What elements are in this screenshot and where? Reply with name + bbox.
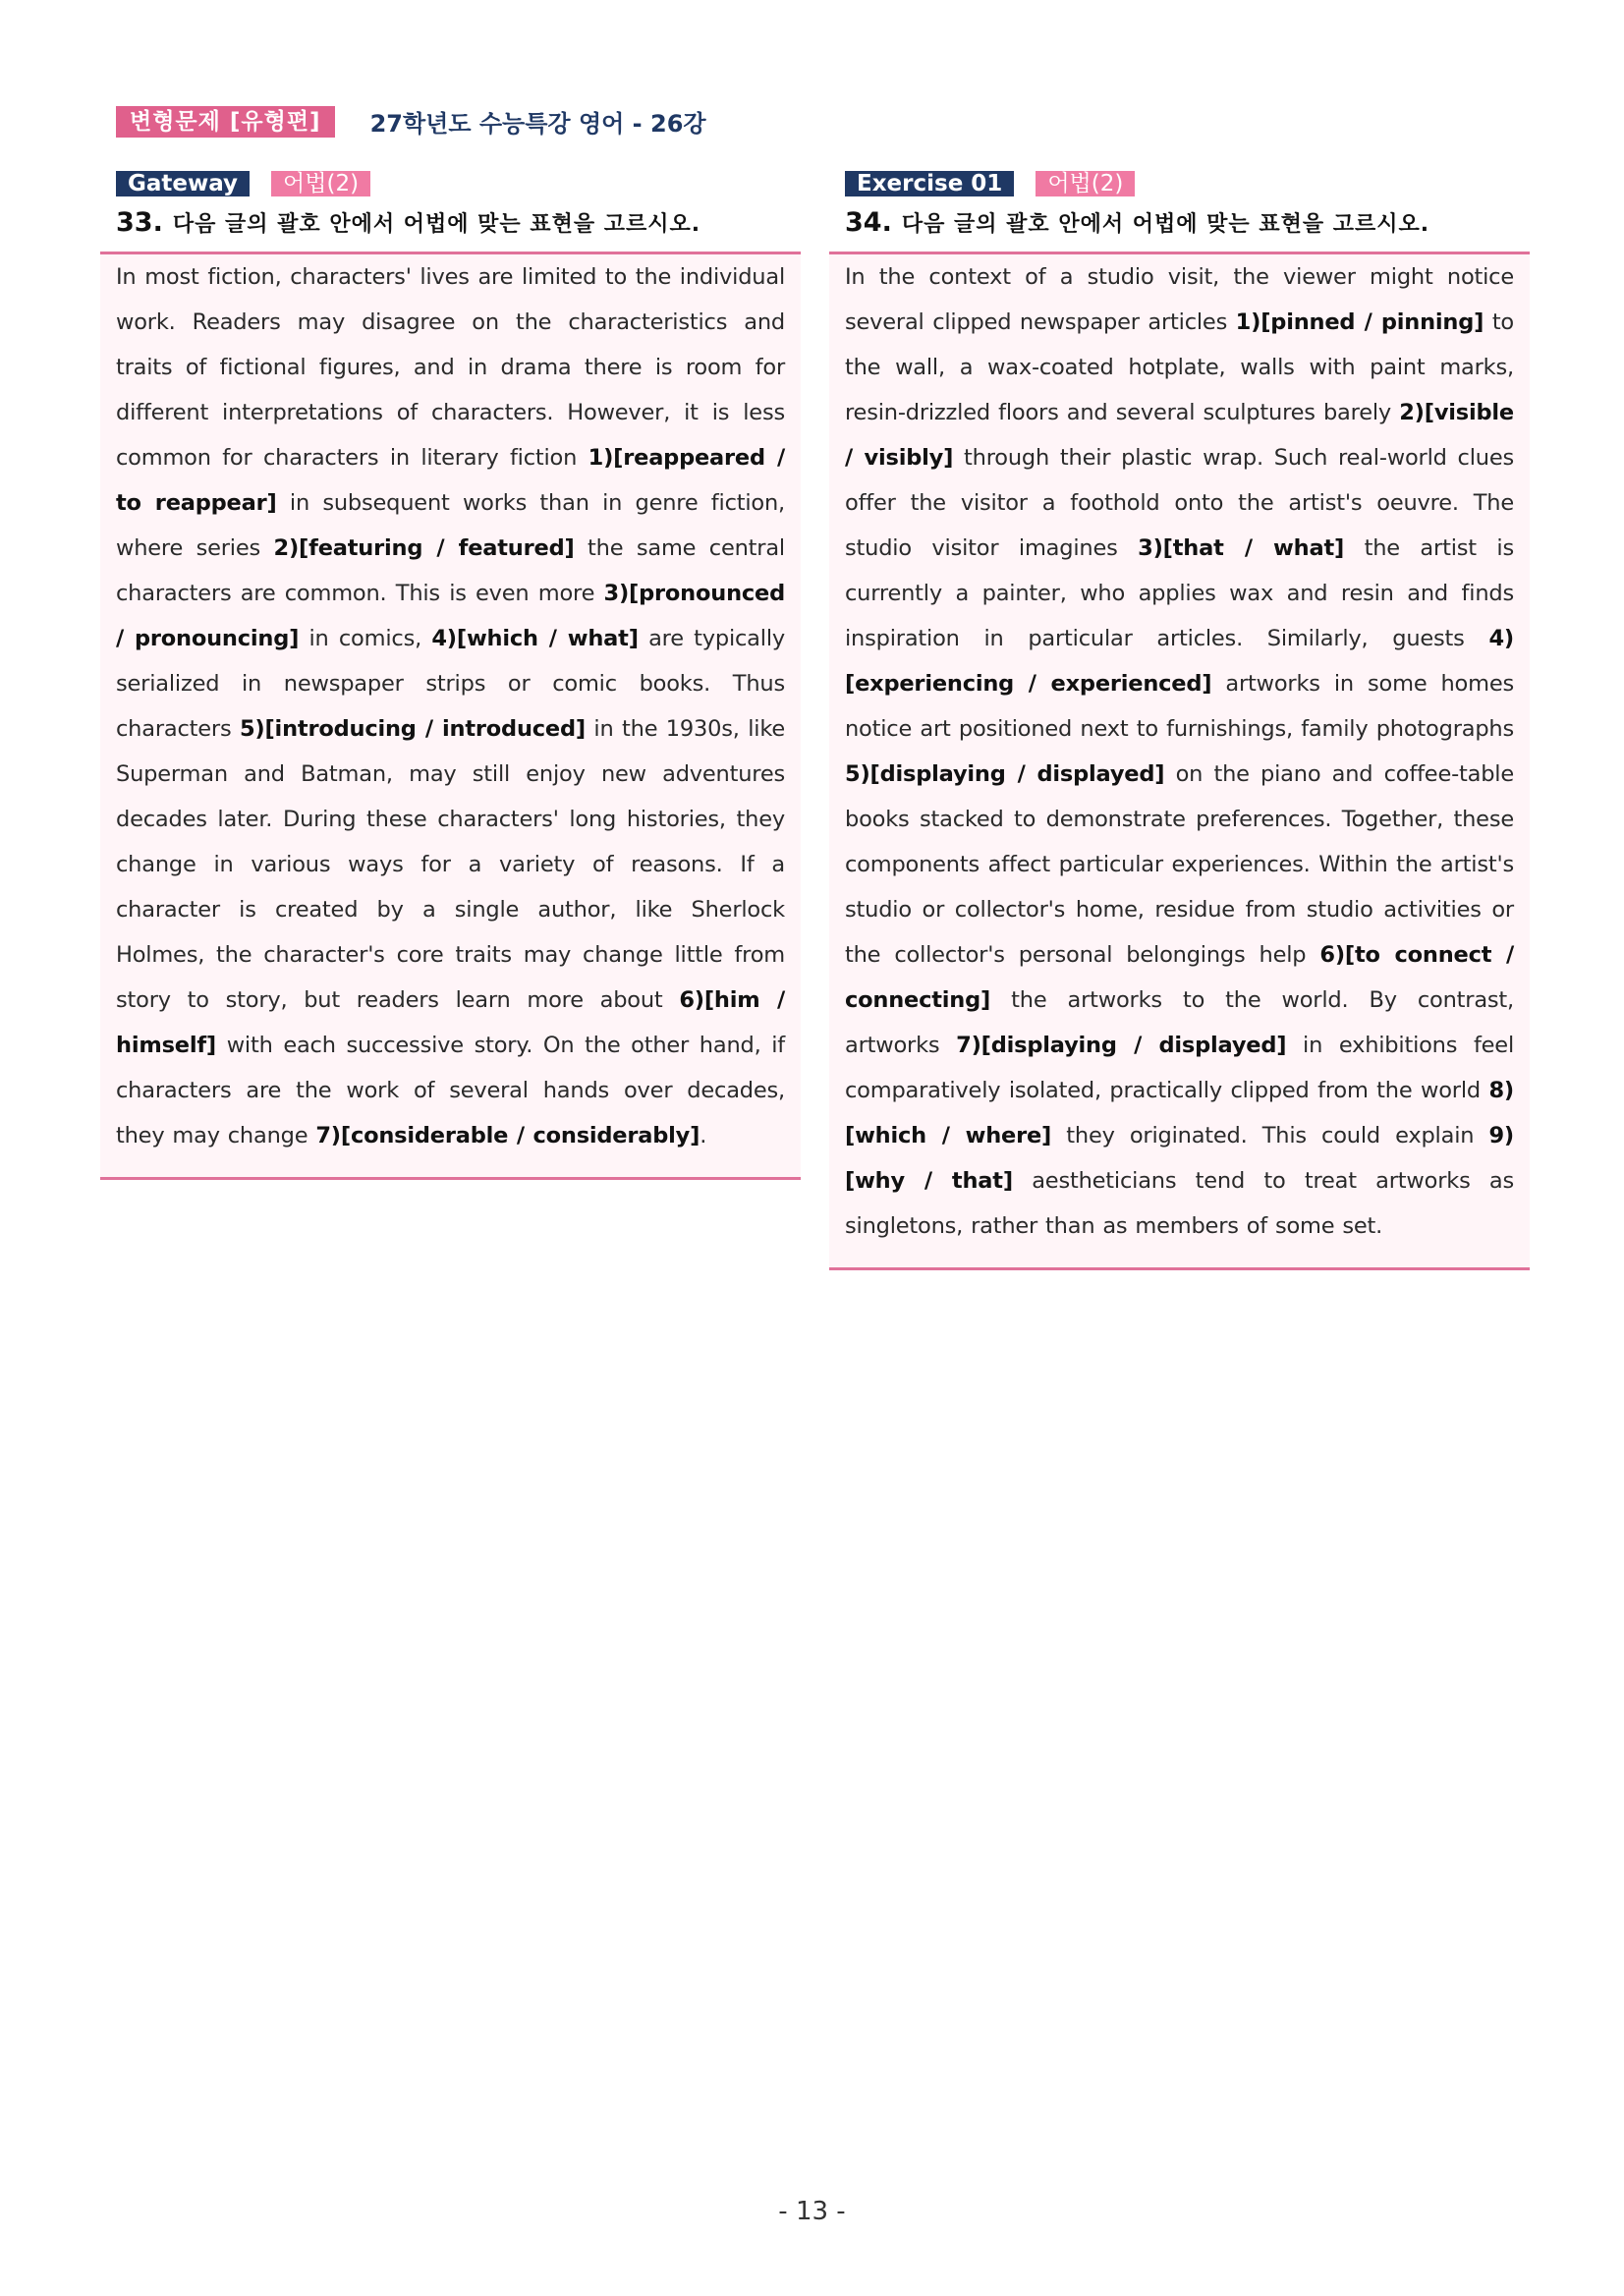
answer-choice: 3)[pronounced / pronouncing]	[116, 581, 785, 651]
passage-segment: In the context of a studio visit, the viewer might notice several clipped newspaper articles	[845, 264, 1514, 335]
exercise-tag: Exercise 01	[845, 171, 1014, 196]
passage-box	[100, 252, 801, 1180]
passage-segment: the same central characters are common. This is even more	[116, 535, 785, 606]
answer-choice: 4)[which / what]	[431, 626, 639, 651]
question-number: 33.	[116, 207, 163, 238]
question-33-column	[100, 171, 801, 1180]
passage-text	[845, 254, 1514, 1249]
question-text: 다음 글의 괄호 안에서 어법에 맞는 표현을 고르시오.	[172, 212, 701, 237]
answer-choice: 2)[visible / visibly]	[845, 400, 1514, 471]
passage-segment: In most fiction, characters' lives are limited to the individual work. Readers may disagree on the characteristics and traits of fictional figures, and in drama there is room for different interpretations of characters. However, it is less common for characters in literary fiction	[116, 264, 785, 471]
passage-text	[116, 254, 785, 1158]
passage-segment: the artist is currently a painter, who applies wax and resin and finds inspiration in particular articles. Similarly, guests	[845, 535, 1514, 651]
passage-segment: to the wall, a wax-coated hotplate, walls with paint marks, resin-drizzled floors and several sculptures barely	[845, 309, 1515, 425]
page-number: - 13 -	[778, 2197, 846, 2226]
passage-box	[829, 252, 1530, 1270]
answer-choice: 3)[that / what]	[1138, 535, 1345, 561]
answer-choice: 6)[to connect / connecting]	[845, 942, 1514, 1013]
question-prompt	[845, 206, 1530, 240]
passage-segment: with each successive story. On the other hand, if characters are the work of several hands over decades, they may change	[116, 1033, 785, 1148]
answer-choice: 1)[pinned / pinning]	[1235, 309, 1484, 335]
passage-segment: the artworks to the world. By contrast, artworks	[845, 987, 1514, 1058]
grammar-tag: 어법(2)	[1036, 171, 1135, 196]
passage-segment: through their plastic wrap. Such real-world clues offer the visitor a foothold onto the artist's oeuvre. The studio visitor imagines	[845, 445, 1515, 561]
question-prompt	[116, 206, 801, 240]
answer-choice: 6)[him / himself]	[116, 987, 785, 1058]
passage-segment: aestheticians tend to treat artworks as singletons, rather than as members of some set.	[845, 1168, 1514, 1239]
answer-choice: 8)[which / where]	[845, 1078, 1514, 1148]
answer-choice: 5)[displaying / displayed]	[845, 761, 1165, 787]
question-tags	[116, 171, 801, 196]
passage-segment: .	[700, 1123, 707, 1148]
passage-segment: in comics,	[299, 626, 432, 651]
page-header	[116, 104, 706, 139]
header-tag: 변형문제 [유형편]	[116, 106, 335, 138]
header-title: 27학년도 수능특강 영어 - 26강	[369, 110, 706, 138]
grammar-tag: 어법(2)	[271, 171, 370, 196]
passage-segment: they originated. This could explain	[1051, 1123, 1489, 1148]
answer-choice: 7)[displaying / displayed]	[956, 1033, 1287, 1058]
passage-segment: are typically serialized in newspaper strips or comic books. Thus characters	[116, 626, 785, 742]
answer-choice: 7)[considerable / considerably]	[315, 1123, 700, 1148]
passage-segment: in exhibitions feel comparatively isolated, practically clipped from the world	[845, 1033, 1515, 1103]
passage-segment: on the piano and coffee-table books stacked to demonstrate preferences. Together, these components affect particular experiences. Within the artist's studio or collector's home, residue from studio activities or the collector's personal belongings help	[845, 761, 1514, 968]
answer-choice: 1)[reappeared / to reappear]	[116, 445, 785, 516]
passage-segment: in subsequent works than in genre fiction, where series	[116, 490, 785, 561]
answer-choice: 2)[featuring / featured]	[273, 535, 575, 561]
question-text: 다음 글의 괄호 안에서 어법에 맞는 표현을 고르시오.	[901, 212, 1430, 237]
question-number: 34.	[845, 207, 892, 238]
question-tags	[845, 171, 1530, 196]
passage-segment: artworks in some homes notice art positioned next to furnishings, family photographs	[845, 671, 1515, 742]
answer-choice: 4)[experiencing / experienced]	[845, 626, 1514, 697]
passage-segment: in the 1930s, like Superman and Batman, may still enjoy new adventures decades later. During these characters' long histories, they change in various ways for a variety of reasons. If a character is created by a single author, like Sherlock Holmes, the character's core traits may change little from story to story, but readers learn more about	[116, 716, 785, 1013]
gateway-tag: Gateway	[116, 171, 250, 196]
question-34-column	[829, 171, 1530, 1270]
answer-choice: 9)[why / that]	[845, 1123, 1514, 1194]
answer-choice: 5)[introducing / introduced]	[239, 716, 586, 742]
